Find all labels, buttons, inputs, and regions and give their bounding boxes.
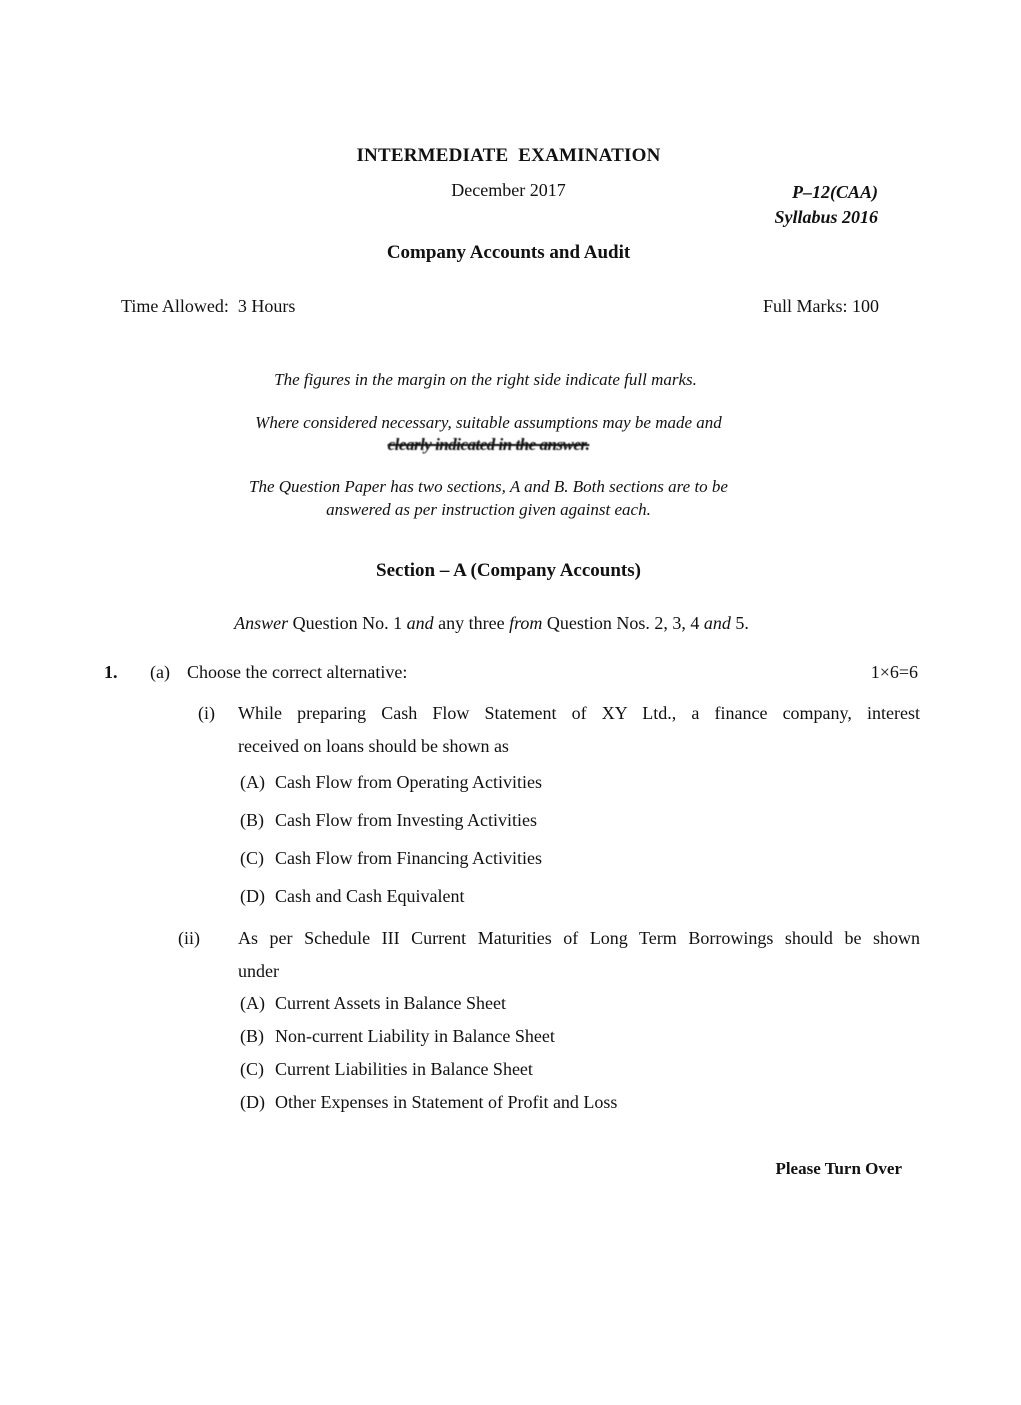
option-text: Cash Flow from Operating Activities bbox=[275, 772, 542, 792]
exam-date: December 2017 bbox=[451, 180, 566, 200]
option-text: Cash Flow from Investing Activities bbox=[275, 810, 537, 830]
time-allowed: Time Allowed: 3 Hours bbox=[121, 296, 296, 316]
question-number: 1. bbox=[104, 662, 118, 682]
instruction-sections: The Question Paper has two sections, A and B. Both sections are to be bbox=[249, 477, 728, 496]
option-label: (D) bbox=[240, 1092, 265, 1112]
option-label: (A) bbox=[240, 993, 265, 1013]
answer-instr-word: and bbox=[406, 613, 434, 633]
option-text: Cash and Cash Equivalent bbox=[275, 886, 465, 906]
option-label: (C) bbox=[240, 848, 264, 868]
question-part-text: Choose the correct alternative: bbox=[187, 662, 408, 682]
answer-instr-word: Answer bbox=[234, 613, 289, 633]
answer-instr-word: 5. bbox=[730, 613, 749, 633]
subquestion-label: (i) bbox=[198, 703, 215, 723]
instruction-sections-cont: answered as per instruction given against each. bbox=[326, 500, 651, 519]
question-marks: 1×6=6 bbox=[870, 662, 918, 682]
question-part-label: (a) bbox=[150, 662, 170, 682]
instruction-assumptions-struck: clearly indicated in the answer. bbox=[387, 435, 590, 454]
exam-title: INTERMEDIATE EXAMINATION bbox=[356, 145, 661, 166]
option-label: (B) bbox=[240, 810, 264, 830]
answer-instr-word: Question Nos. 2, 3, 4 bbox=[542, 613, 704, 633]
option-text: Current Assets in Balance Sheet bbox=[275, 993, 506, 1013]
subquestion-text: While preparing Cash Flow Statement of XY Ltd., a finance company, interest bbox=[238, 703, 920, 723]
option-text: Other Expenses in Statement of Profit and Loss bbox=[275, 1092, 618, 1112]
please-turn-over: Please Turn Over bbox=[775, 1159, 902, 1178]
option-text: Current Liabilities in Balance Sheet bbox=[275, 1059, 533, 1079]
instruction-assumptions: Where considered necessary, suitable assumptions may be made and bbox=[255, 413, 722, 432]
option-label: (C) bbox=[240, 1059, 264, 1079]
option-label: (A) bbox=[240, 772, 265, 792]
subject-title: Company Accounts and Audit bbox=[386, 242, 631, 263]
paper-code: P–12(CAA) bbox=[791, 182, 878, 202]
syllabus-year: Syllabus 2016 bbox=[774, 207, 878, 227]
section-a-title: Section – A (Company Accounts) bbox=[376, 560, 641, 581]
answer-instr-word: any three bbox=[433, 613, 510, 633]
subquestion-text-cont: under bbox=[238, 961, 279, 981]
option-label: (D) bbox=[240, 886, 265, 906]
full-marks: Full Marks: 100 bbox=[762, 296, 879, 316]
answer-instr-word: from bbox=[509, 613, 543, 633]
subquestion-text: As per Schedule III Current Maturities of Long Term Borrowings should be shown bbox=[238, 928, 920, 948]
instruction-marks-margin: The figures in the margin on the right side indicate full marks. bbox=[274, 370, 697, 389]
subquestion-text-cont: received on loans should be shown as bbox=[238, 736, 509, 756]
option-text: Non-current Liability in Balance Sheet bbox=[275, 1026, 555, 1046]
answer-instr-word: Question No. 1 bbox=[288, 613, 407, 633]
answer-instruction bbox=[0, 613, 1002, 634]
paper-code-block bbox=[774, 180, 878, 230]
option-text: Cash Flow from Financing Activities bbox=[275, 848, 542, 868]
answer-instr-word: and bbox=[703, 613, 731, 633]
subquestion-label: (ii) bbox=[178, 928, 200, 948]
option-label: (B) bbox=[240, 1026, 264, 1046]
